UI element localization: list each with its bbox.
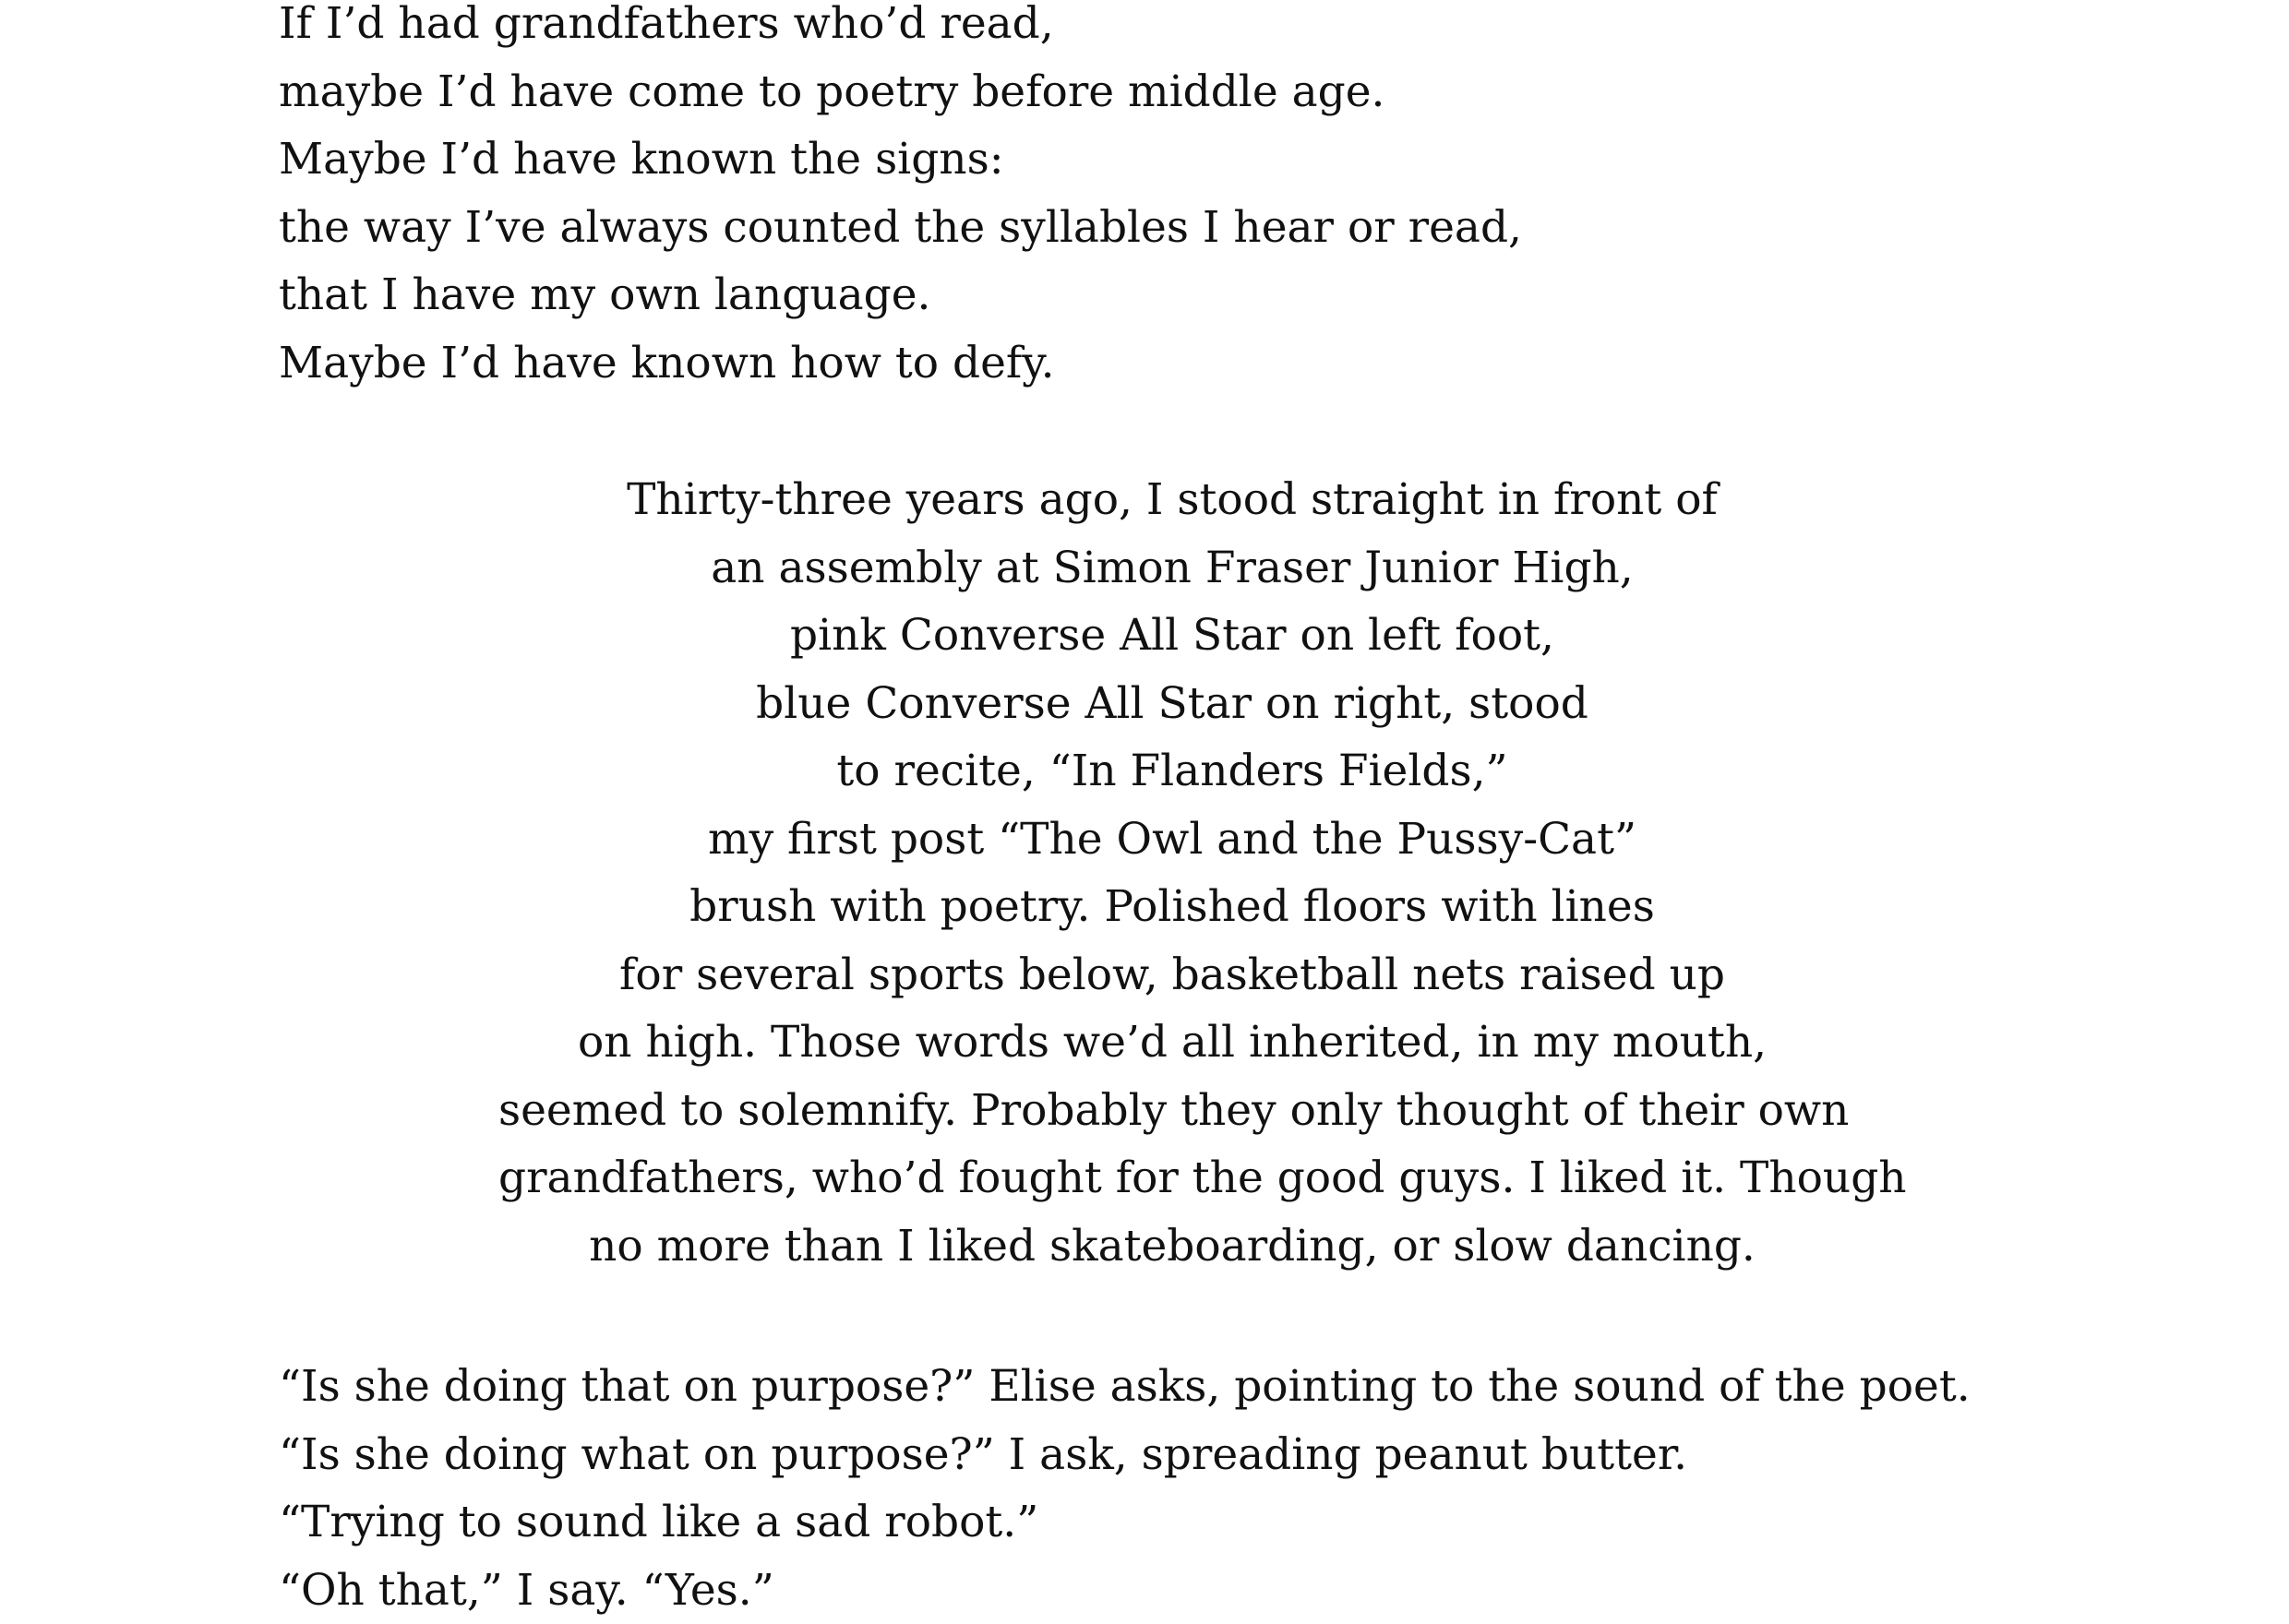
poem-line: that I have my own language. bbox=[279, 261, 1522, 329]
poem-line: grandfathers, who’d fought for the good guys. I liked it. Though bbox=[498, 1144, 1846, 1212]
poem-line: Thirty-three years ago, I stood straight in front of bbox=[498, 466, 1846, 534]
stanza-assembly bbox=[498, 466, 1846, 1280]
poem-line: “Is she doing that on purpose?” Elise asks, pointing to the sound of the poet. bbox=[279, 1353, 1971, 1421]
poem-line: an assembly at Simon Fraser Junior High, bbox=[498, 534, 1846, 603]
poem-line: pink Converse All Star on left foot, bbox=[498, 602, 1846, 670]
poem-line: the way I’ve always counted the syllables I hear or read, bbox=[279, 194, 1522, 262]
poem-line: seemed to solemnify. Probably they only thought of their own bbox=[498, 1077, 1846, 1145]
poem-line: on high. Those words we’d all inherited, in my mouth, bbox=[498, 1009, 1846, 1077]
poem-line: maybe I’d have come to poetry before middle age. bbox=[279, 58, 1522, 126]
poem-line: “Oh that,” I say. “Yes.” bbox=[279, 1557, 1971, 1624]
poem-line: brush with poetry. Polished floors with lines bbox=[498, 873, 1846, 941]
poem-line: my first post “The Owl and the Pussy-Cat” bbox=[498, 806, 1846, 874]
poem-line: “Is she doing what on purpose?” I ask, spreading peanut butter. bbox=[279, 1421, 1971, 1489]
poem-line: If I’d had grandfathers who’d read, bbox=[279, 0, 1522, 58]
stanza-dialogue bbox=[279, 1353, 1971, 1624]
poem-line: blue Converse All Star on right, stood bbox=[498, 670, 1846, 738]
stanza-grandfathers bbox=[279, 0, 1522, 397]
poem-line: no more than I liked skateboarding, or slow dancing. bbox=[498, 1212, 1846, 1281]
poem-line: for several sports below, basketball nets raised up bbox=[498, 941, 1846, 1009]
poem-line: Maybe I’d have known the signs: bbox=[279, 125, 1522, 194]
poem-line: Maybe I’d have known how to defy. bbox=[279, 329, 1522, 398]
poem-line: to recite, “In Flanders Fields,” bbox=[498, 737, 1846, 806]
poem-line: “Trying to sound like a sad robot.” bbox=[279, 1488, 1971, 1557]
